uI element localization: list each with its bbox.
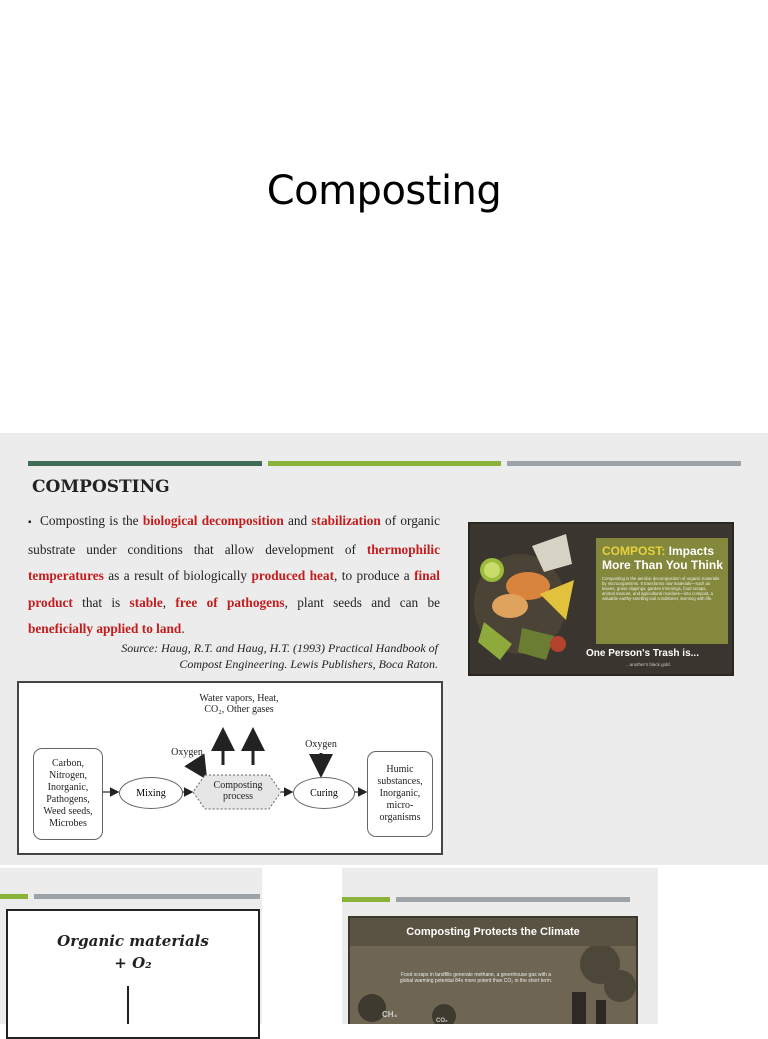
poster-footer: One Person's Trash is... bbox=[586, 648, 699, 659]
citation-line-1: Source: Haug, R.T. and Haug, H.T. (1993) Practical Handbook of bbox=[121, 641, 438, 655]
co2-label: CO₂ bbox=[436, 1018, 448, 1024]
mixing-oval bbox=[119, 777, 183, 809]
poster-headline bbox=[602, 544, 726, 572]
highlight-term: produced heat bbox=[251, 568, 335, 583]
food-scraps-illustration bbox=[470, 524, 600, 674]
paragraph-segment: Composting is the bbox=[40, 513, 143, 528]
accent-bar-1 bbox=[28, 461, 262, 466]
poster-headline-rest: Impacts More Than You Think bbox=[602, 544, 723, 572]
accent-bar-6 bbox=[342, 897, 390, 902]
highlight-term: stable bbox=[129, 594, 163, 610]
paragraph-segment: , plant seeds and can be bbox=[284, 594, 440, 610]
oxygen-label-2: Oxygen bbox=[305, 739, 337, 750]
highlight-term: final product bbox=[28, 568, 440, 610]
poster-description: Composting is the aerobic decomposition of organic materials by microorganisms. It transforms raw materials—such as leaves, grass clippings, garden trimmings, food scraps, animal manure, and agricultural residues—into compost, a valuable earthy-smelling soil conditioner, teeming with life. bbox=[602, 576, 720, 601]
outputs-box bbox=[367, 751, 433, 837]
highlight-term: biological decomposition bbox=[142, 513, 284, 528]
reaction-line-2: + O₂ bbox=[114, 954, 152, 972]
source-citation bbox=[60, 640, 438, 672]
highlight-term: free of pathogens bbox=[175, 594, 285, 610]
highlight-term: thermophilic temperatures bbox=[28, 541, 440, 583]
accent-bar-4 bbox=[0, 894, 28, 899]
ch4-label: CH₄ bbox=[382, 1010, 398, 1019]
composting-flow-diagram bbox=[17, 681, 443, 855]
bullet-icon: ▪ bbox=[28, 517, 32, 528]
process-label: Composting process bbox=[213, 780, 263, 802]
accent-bar-2 bbox=[268, 461, 501, 466]
paragraph-segment: that is bbox=[72, 594, 130, 610]
accent-bar-7 bbox=[396, 897, 630, 902]
oxygen-label-1: Oxygen bbox=[171, 747, 203, 758]
mixing-label: Mixing bbox=[136, 787, 166, 799]
reaction-box bbox=[6, 909, 260, 1039]
paragraph-segment: of organic substrate under conditions that allow development of bbox=[28, 513, 440, 557]
reaction-line-1: Organic materials bbox=[57, 932, 209, 950]
paragraph-segment: , bbox=[162, 594, 176, 610]
climate-poster-text: Food scraps in landfills generate methane, a greenhouse gas with a global warming potential 84x more potent than CO₂ in the short term. bbox=[399, 972, 553, 984]
oxygen-arrow-1 bbox=[195, 761, 204, 775]
definition-paragraph bbox=[28, 508, 440, 643]
citation-line-2: Compost Engineering. Lewis Publishers, Boca Raton. bbox=[179, 657, 438, 671]
accent-bar-5 bbox=[34, 894, 260, 899]
reaction-text bbox=[6, 930, 260, 974]
paragraph-segment: . bbox=[181, 621, 185, 636]
curing-oval bbox=[293, 777, 355, 809]
climate-poster bbox=[348, 916, 638, 1024]
compost-impacts-poster bbox=[468, 522, 734, 676]
slide-heading: COMPOSTING bbox=[32, 477, 170, 497]
climate-poster-title: Composting Protects the Climate bbox=[350, 918, 636, 946]
highlight-term: beneficially applied to land bbox=[28, 621, 182, 636]
curing-label: Curing bbox=[310, 787, 338, 799]
definition-text bbox=[28, 513, 440, 636]
poster-headline-accent: COMPOST: bbox=[602, 544, 666, 558]
page-title: Composting bbox=[266, 168, 502, 214]
inputs-label: Carbon, Nitrogen, Inorganic, Pathogens, Weed seeds, Microbes bbox=[43, 758, 93, 829]
inputs-box bbox=[33, 748, 103, 840]
poster-subfooter: ...another's black gold. bbox=[626, 662, 671, 667]
paragraph-segment: , to produce a bbox=[334, 568, 415, 583]
accent-bar-3 bbox=[507, 461, 741, 466]
gases-label: Water vapors, Heat, CO₂, Other gases bbox=[199, 693, 279, 715]
outputs-label: Humic substances, Inorganic, micro- organisms bbox=[377, 764, 423, 823]
highlight-term: stabilization bbox=[311, 513, 381, 528]
paragraph-segment: and bbox=[283, 513, 312, 528]
paragraph-segment: as a result of biologically bbox=[103, 568, 252, 583]
reaction-line-vertical bbox=[127, 986, 129, 1024]
